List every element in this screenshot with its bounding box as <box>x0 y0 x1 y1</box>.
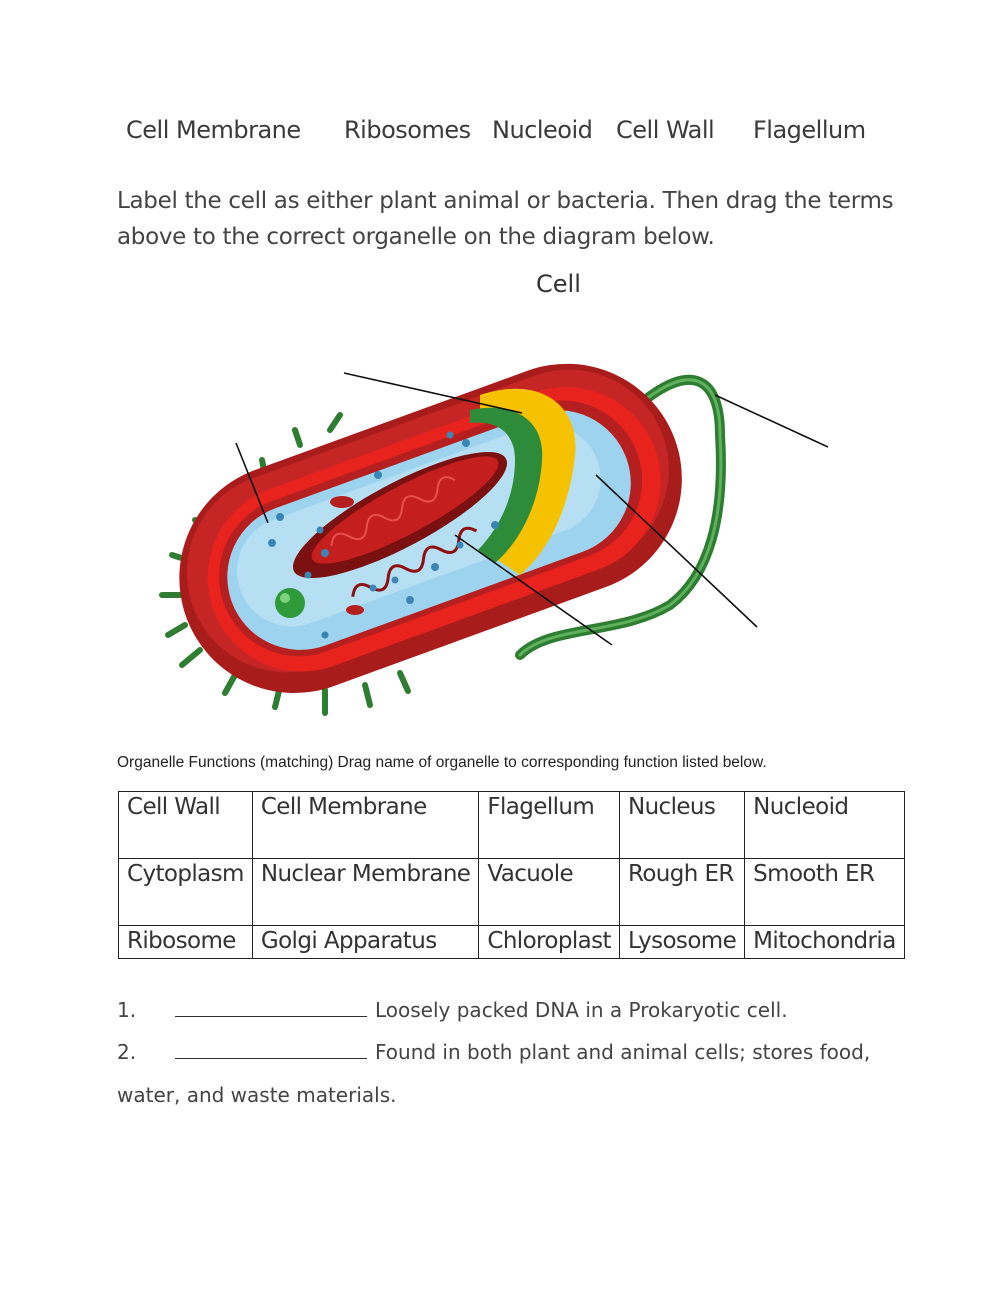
organelle-cell-wall[interactable]: Cell Wall <box>119 792 253 859</box>
organelle-smooth-er[interactable]: Smooth ER <box>745 859 905 926</box>
question-number: 1. <box>117 998 137 1022</box>
organelle-chloroplast[interactable]: Chloroplast <box>479 926 620 959</box>
question-2 <box>117 1040 870 1064</box>
organelle-nuclear-membrane[interactable]: Nuclear Membrane <box>252 859 479 926</box>
instructions: Label the cell as either plant animal or bacteria. Then drag the terms above to the correct organelle on the diagram below. <box>117 188 894 250</box>
organelle-golgi-apparatus[interactable]: Golgi Apparatus <box>252 926 479 959</box>
term-cell-wall[interactable]: Cell Wall <box>616 116 715 144</box>
question-text: Loosely packed DNA in a Prokaryotic cell. <box>375 998 788 1022</box>
term-nucleoid[interactable]: Nucleoid <box>492 116 593 144</box>
organelle-ribosome[interactable]: Ribosome <box>119 926 253 959</box>
organelle-lysosome[interactable]: Lysosome <box>619 926 744 959</box>
organelle-rough-er[interactable]: Rough ER <box>619 859 744 926</box>
bacteria-cell-diagram <box>150 335 850 725</box>
term-ribosomes[interactable]: Ribosomes <box>344 116 471 144</box>
answer-blank-2[interactable] <box>175 1040 367 1059</box>
functions-intro: Organelle Functions (matching) Drag name of organelle to corresponding function listed below. <box>117 754 767 771</box>
question-1 <box>117 998 788 1022</box>
organelle-mitochondria[interactable]: Mitochondria <box>745 926 905 959</box>
plasmid <box>346 605 364 615</box>
question-text: Found in both plant and animal cells; stores food, <box>375 1040 871 1064</box>
organelle-flagellum[interactable]: Flagellum <box>479 792 620 859</box>
term-cell-membrane[interactable]: Cell Membrane <box>126 116 301 144</box>
organelle-cell-membrane[interactable]: Cell Membrane <box>252 792 479 859</box>
organelle-nucleus[interactable]: Nucleus <box>619 792 744 859</box>
cell-title: Cell <box>536 270 581 298</box>
storage-granule <box>275 588 305 618</box>
organelle-word-bank <box>118 791 905 959</box>
question-2-continuation: water, and waste materials. <box>117 1083 397 1107</box>
answer-blank-1[interactable] <box>175 998 367 1017</box>
organelle-nucleoid[interactable]: Nucleoid <box>745 792 905 859</box>
organelle-cytoplasm[interactable]: Cytoplasm <box>119 859 253 926</box>
organelle-vacuole[interactable]: Vacuole <box>479 859 620 926</box>
plasmid <box>330 496 354 508</box>
term-flagellum[interactable]: Flagellum <box>753 116 866 144</box>
question-number: 2. <box>117 1040 137 1064</box>
